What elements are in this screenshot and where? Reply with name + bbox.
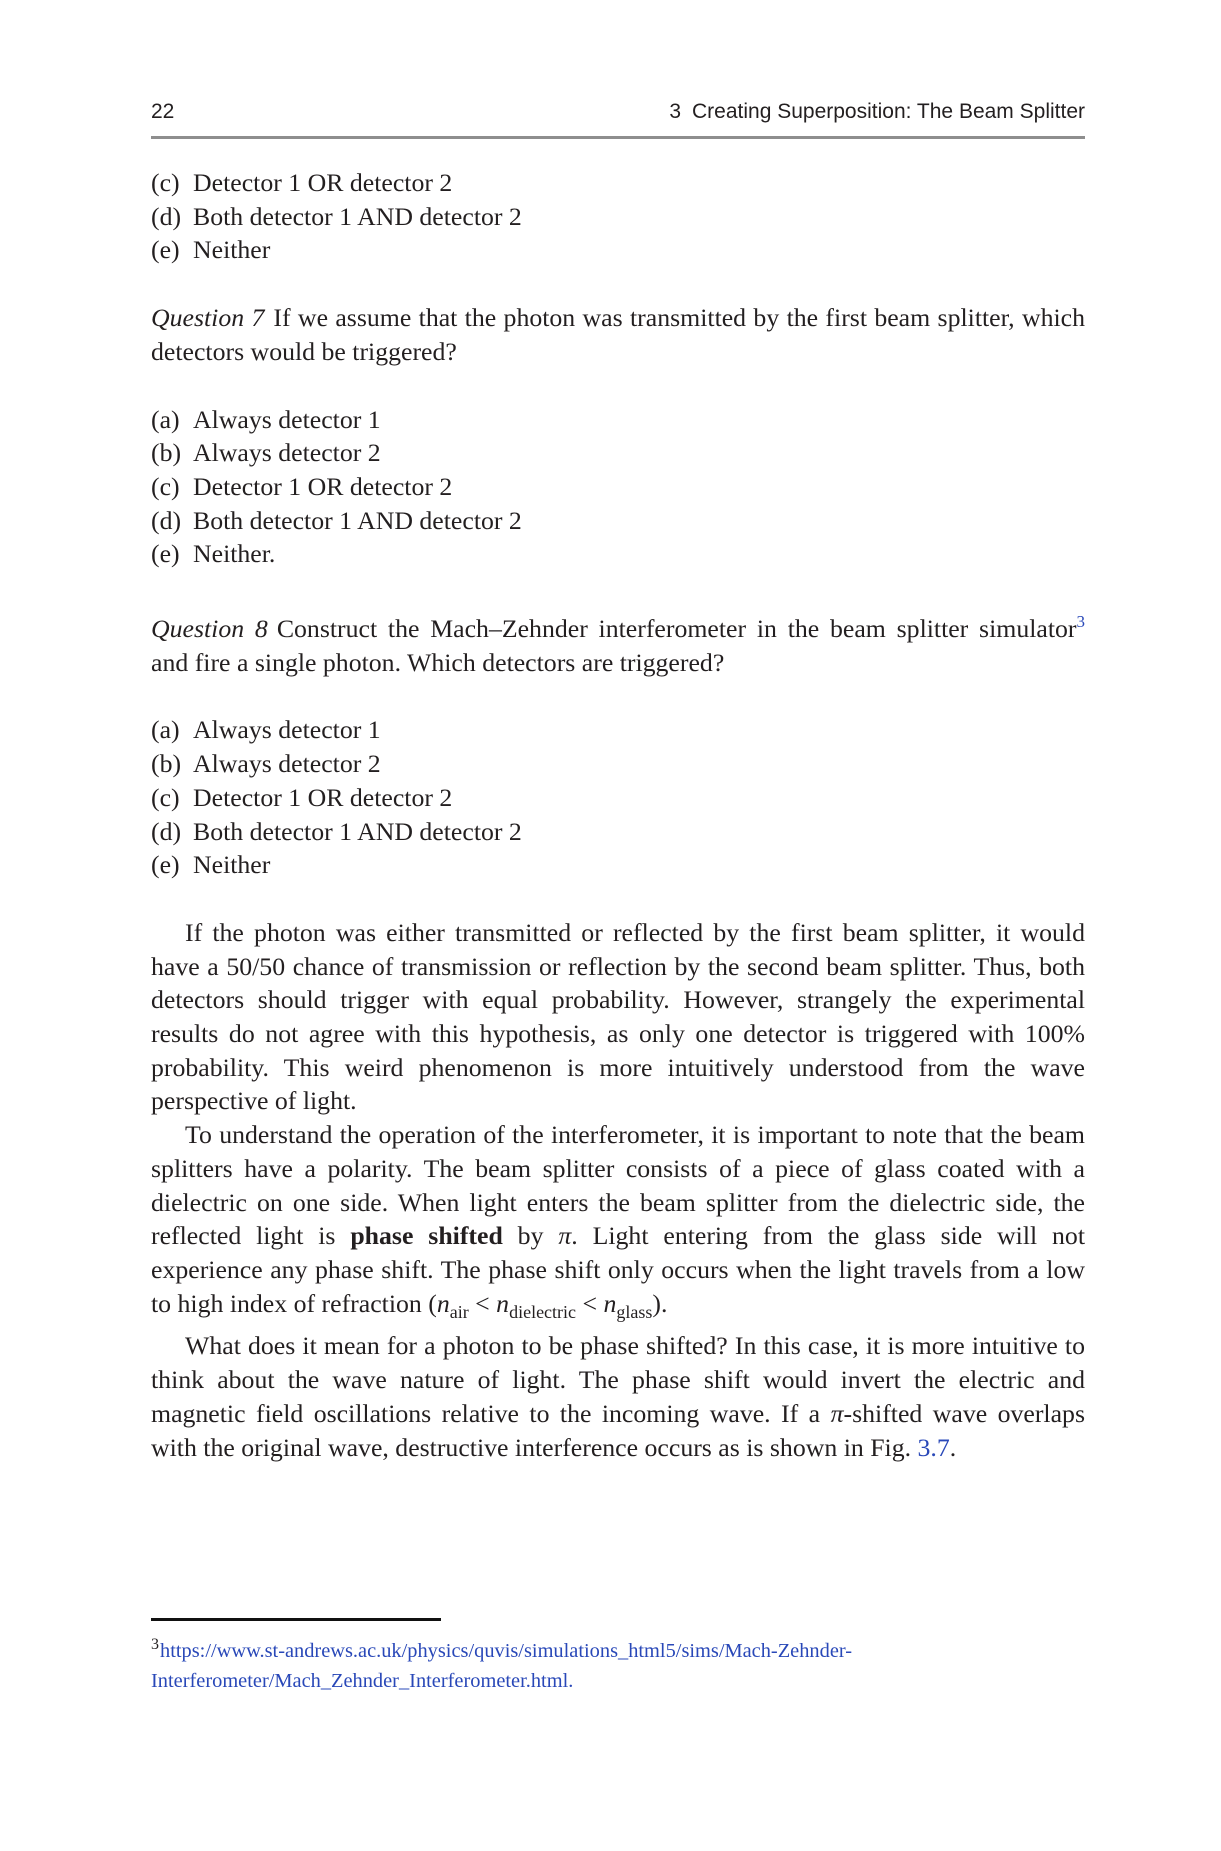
answer-option-text: Both detector 1 AND detector 2	[193, 505, 522, 535]
question-8	[151, 605, 1085, 679]
page-content	[151, 166, 1085, 1464]
answer-option	[151, 166, 1085, 200]
chapter-title-text: Creating Superposition: The Beam Splitter	[692, 100, 1085, 123]
glass-subscript: glass	[616, 1301, 653, 1322]
answer-option-text: Detector 1 OR detector 2	[193, 471, 453, 501]
refractive-index-symbol: n	[436, 1288, 450, 1318]
air-subscript: air	[449, 1301, 469, 1322]
answer-option	[151, 504, 1085, 538]
body-paragraph-1: If the photon was either transmitted or reflected by the first beam splitter, it would have a 50/50 chance of transmission or reflection by the second beam splitter. Thus, both detectors should trigger with equal probability. However, strangely the experimental results do not agree with this hypothesis, as only one detector is triggered with 100% probability. This weird phenomenon is more intuitively understood from the wave perspective of light.	[151, 917, 1085, 1116]
answer-option	[151, 747, 1085, 781]
answer-option	[151, 200, 1085, 234]
footnote-3	[151, 1630, 1061, 1696]
paragraph-text: . Light entering from the glass side will not experience any phase shift. The phase shift only occurs when the light travels from a low to high index of refraction (	[151, 1221, 1086, 1318]
footnote-url-period: .	[568, 1670, 574, 1692]
answer-option	[151, 403, 1085, 437]
answer-option-mark: (a)	[151, 404, 180, 434]
answer-option	[151, 781, 1085, 815]
answer-option-mark: (a)	[151, 715, 180, 745]
answer-option-text: Always detector 1	[193, 715, 381, 745]
answer-option	[151, 470, 1085, 504]
question-8-text-continued: and fire a single photon. Which detectors are triggered?	[151, 647, 725, 677]
paragraph-text: What does it mean for a photon to be phase shifted? In this case, it is more intuitive to think about the wave nature of light. The phase shift would invert the electric and magnetic field oscillations relative to the incoming wave. If a	[151, 1331, 1085, 1428]
question-8-text: Construct the Mach–Zehnder interferometer in the beam splitter simulator	[276, 614, 1077, 644]
pi-symbol: π	[830, 1398, 844, 1428]
answer-option-text: Neither	[193, 850, 271, 880]
answer-option-mark: (b)	[151, 749, 182, 779]
body-paragraph-2	[151, 1118, 1085, 1329]
answer-option-text: Both detector 1 AND detector 2	[193, 816, 522, 846]
answer-option-text: Detector 1 OR detector 2	[193, 168, 453, 197]
chapter-number: 3	[669, 100, 681, 123]
emphasized-term: phase shifted	[350, 1221, 503, 1251]
dielectric-subscript: dielectric	[509, 1301, 577, 1322]
paragraph-text: -shifted wave overlaps with the original wave, destructive interference occurs as is shown in Fig.	[151, 1398, 1085, 1462]
answer-option-mark: (c)	[151, 471, 180, 501]
answer-option-mark: (d)	[151, 201, 182, 231]
answer-option-text: Detector 1 OR detector 2	[193, 782, 453, 812]
answer-option	[151, 537, 1085, 571]
answer-option-text: Always detector 2	[193, 749, 381, 779]
answer-option-mark: (e)	[151, 235, 180, 265]
answer-option	[151, 233, 1085, 267]
body-paragraph-3	[151, 1329, 1085, 1464]
header-rule	[151, 136, 1085, 139]
question-7-text: If we assume that the photon was transmitted by the first beam splitter, which detectors would be triggered?	[151, 303, 1086, 366]
footnote-url-line-2: Interferometer/Mach_Zehnder_Interferometer.html	[151, 1670, 569, 1692]
answer-option-text: Always detector 1	[193, 404, 381, 434]
question-7	[151, 301, 1085, 368]
answer-option-mark: (e)	[151, 539, 180, 569]
answer-option	[151, 713, 1085, 747]
answer-option-mark: (e)	[151, 850, 180, 880]
less-than-symbol: <	[468, 1288, 497, 1318]
answer-option-text: Always detector 2	[193, 438, 381, 468]
footnote-rule	[151, 1618, 441, 1621]
paragraph-text: ).	[652, 1288, 668, 1318]
answer-option-text: Both detector 1 AND detector 2	[193, 201, 522, 231]
chapter-title	[669, 98, 1085, 126]
question-7-label: Question 7	[151, 303, 265, 333]
paragraph-text: .	[949, 1432, 957, 1462]
answer-option	[151, 815, 1085, 849]
answer-option-text: Neither	[193, 235, 271, 265]
less-than-symbol: <	[576, 1288, 604, 1318]
answer-option	[151, 436, 1085, 470]
pi-symbol: π	[558, 1221, 572, 1251]
answer-option-mark: (d)	[151, 505, 182, 535]
question-8-label: Question 8	[151, 614, 268, 644]
answer-option-mark: (b)	[151, 438, 182, 468]
refractive-index-symbol: n	[603, 1288, 617, 1318]
footnote-reference-link[interactable]: 3	[1076, 612, 1085, 632]
answer-option-mark: (c)	[151, 782, 180, 812]
paragraph-text: by	[502, 1221, 559, 1251]
answer-option-text: Neither.	[193, 539, 276, 569]
running-header	[151, 98, 1085, 132]
footnote-number: 3	[151, 1636, 159, 1653]
answer-option-mark: (d)	[151, 816, 182, 846]
question-7-options	[151, 403, 1085, 572]
continued-answer-options	[151, 166, 1085, 267]
answer-option	[151, 848, 1085, 882]
refractive-index-symbol: n	[496, 1288, 510, 1318]
page-number: 22	[151, 100, 175, 123]
footnote-url-line-1: https://www.st-andrews.ac.uk/physics/quvis/simulations_html5/sims/Mach-Zehnder-	[160, 1640, 853, 1662]
paragraph-text: To understand the operation of the interferometer, it is important to note that the beam splitters have a polarity. The beam splitter consists of a piece of glass coated with a dielectric on one side. When light enters the beam splitter from the dielectric side, the reflected light is	[151, 1120, 1085, 1251]
footnote-url-link[interactable]	[151, 1640, 852, 1692]
question-8-options	[151, 713, 1085, 882]
figure-reference-link[interactable]: 3.7	[917, 1432, 950, 1462]
answer-option-mark: (c)	[151, 168, 180, 197]
